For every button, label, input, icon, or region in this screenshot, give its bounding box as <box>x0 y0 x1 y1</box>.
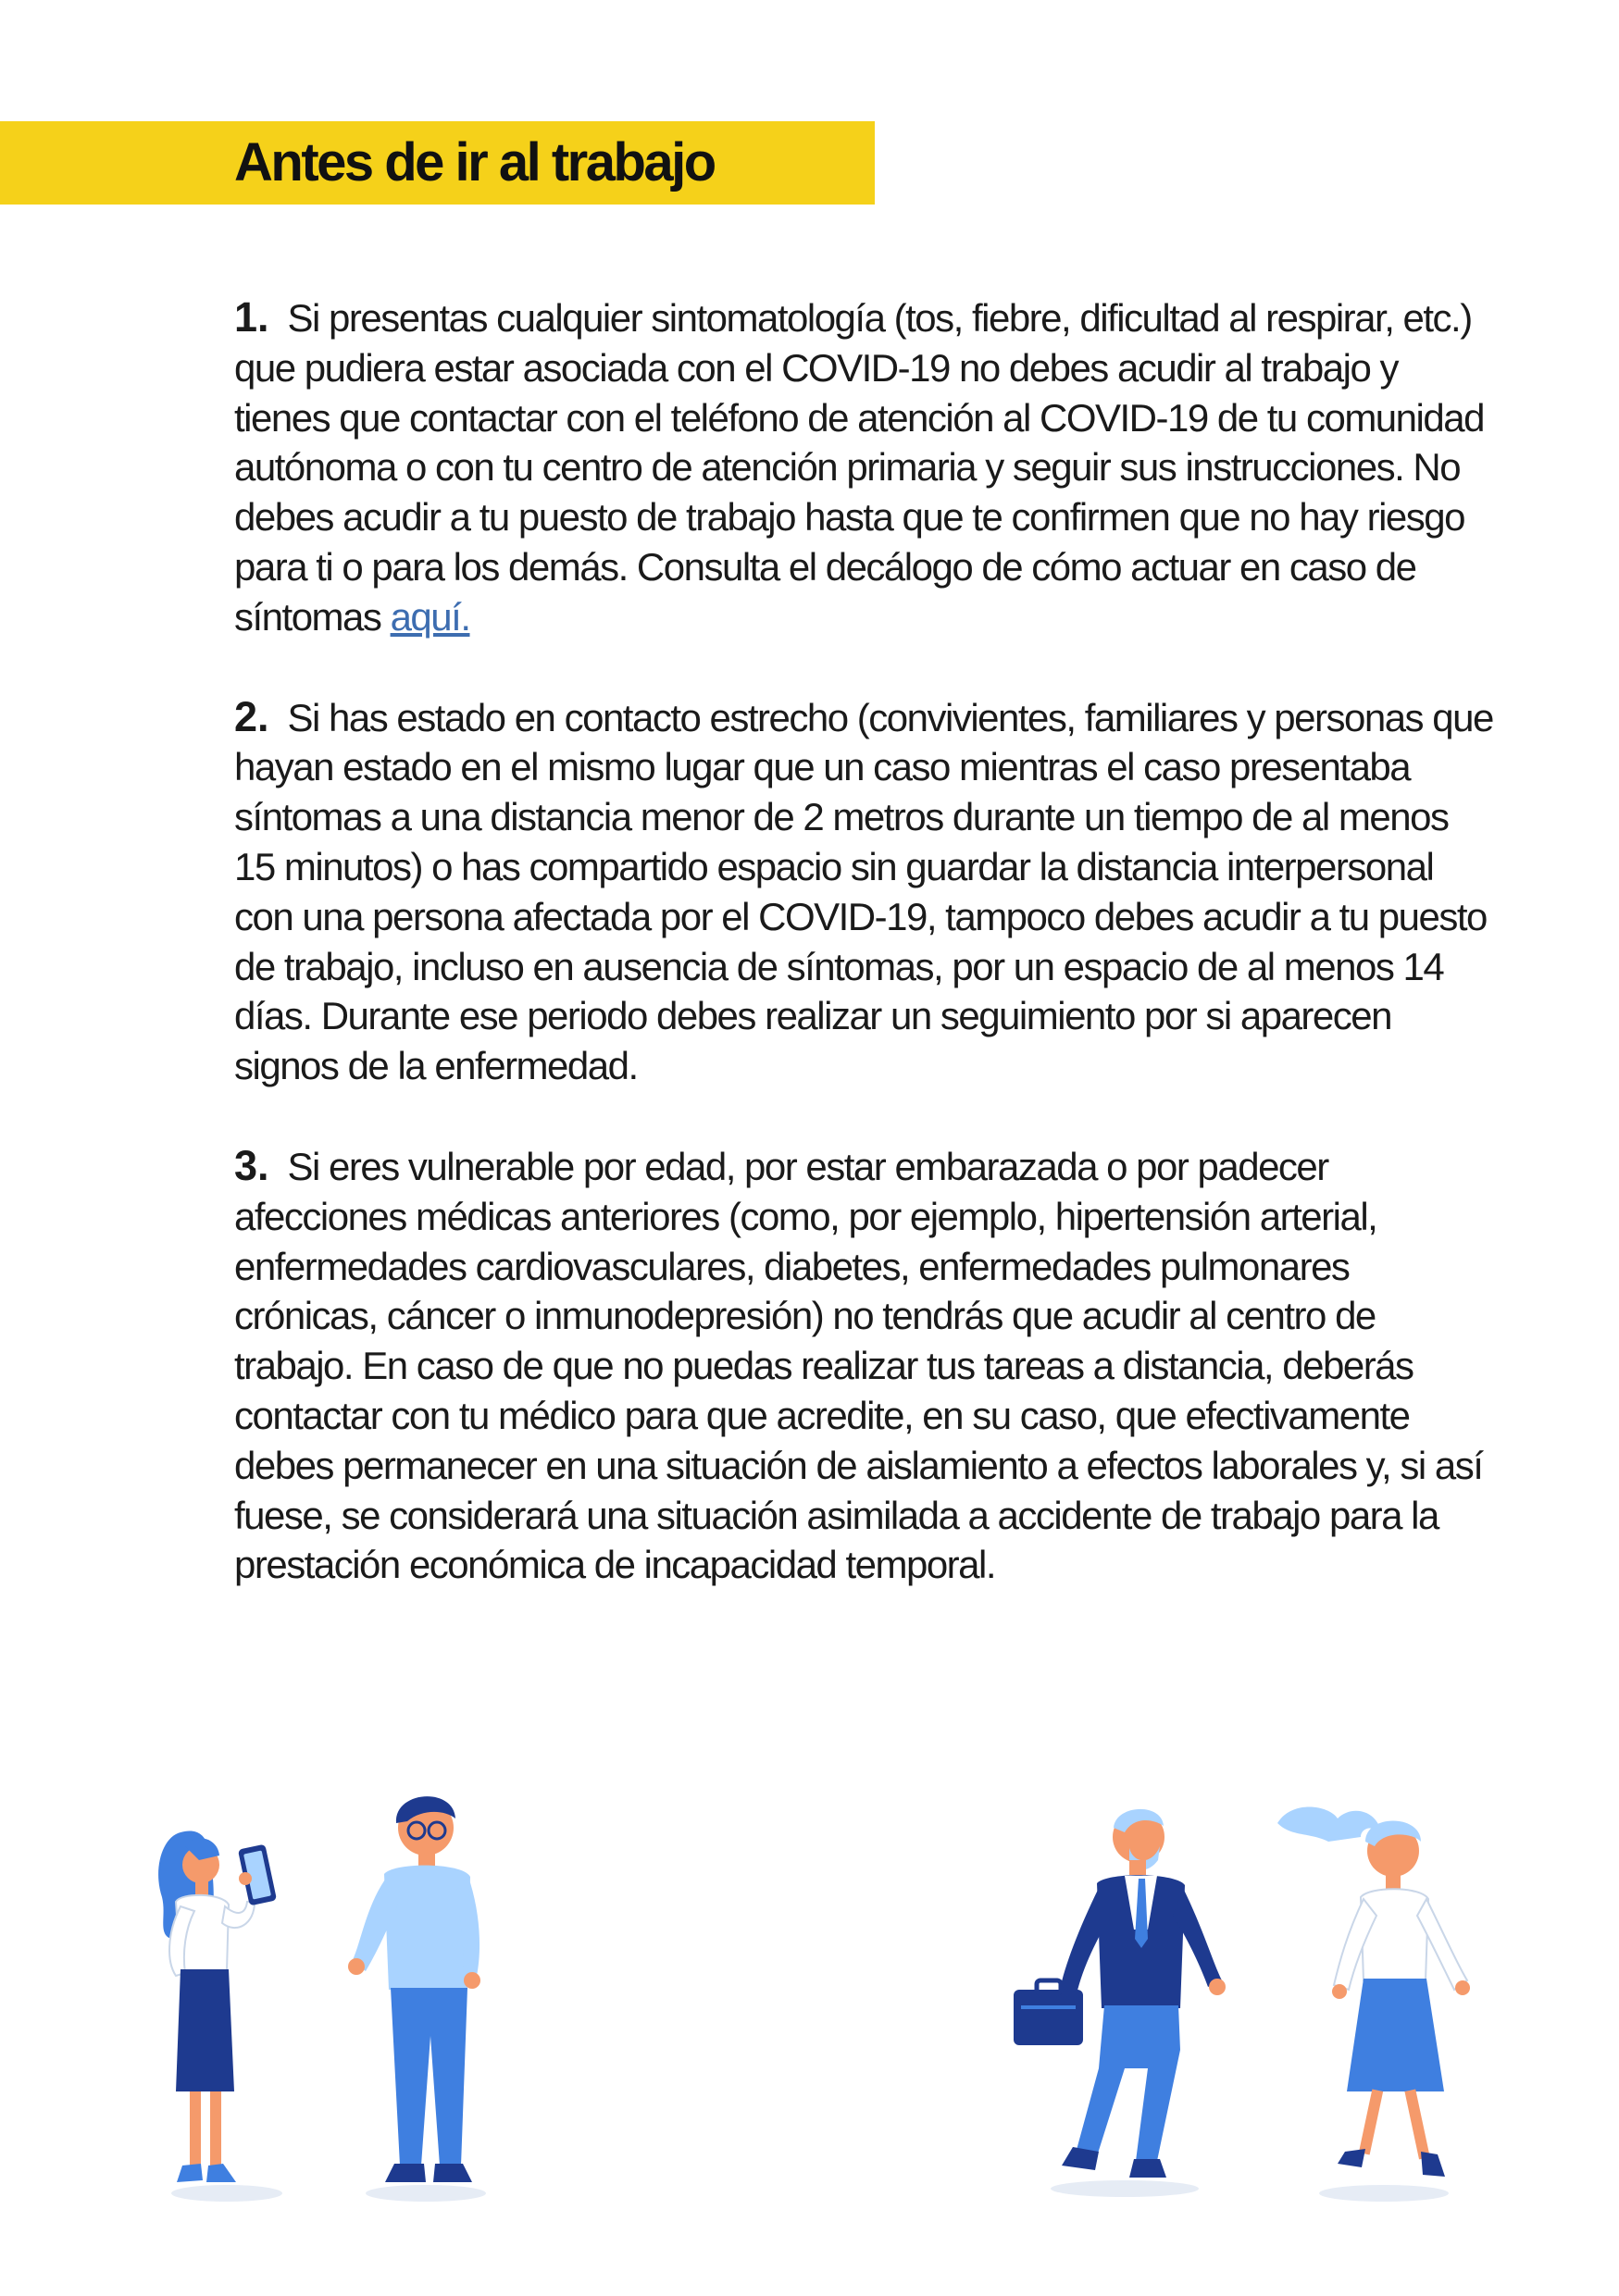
man-with-glasses-icon <box>333 1777 518 2203</box>
woman-walking-icon <box>1273 1795 1481 2203</box>
here-link[interactable]: aquí. <box>390 594 470 639</box>
item-number: 3. <box>234 1141 269 1189</box>
content <box>234 292 1493 1640</box>
title-banner <box>0 121 875 205</box>
item-text: Si presentas cualquier sintomatología (tos, fiebre, dificultad al respirar, etc.) que pudiera estar asociada con el COVID-19 no debes acudir al trabajo y tienes que contactar con el teléfono de atención al COVID-19 de tu comunidad autónoma o con tu centro de atención primaria y seguir sus instrucciones. No debes acudir a tu puesto de trabajo hasta que te confirmen que no hay riesgo para ti o para los demás. Consulta el decálogo de cómo actuar en caso de síntomas <box>234 296 1484 639</box>
item-text: Si has estado en contacto estrecho (convivientes, familiares y personas que hayan estado en el mismo lugar que un caso mientras el caso presentaba síntomas a una distancia menor de 2 metros durante un tiempo de al menos 15 minutos) o has compartido espacio sin guardar la distancia interpersonal con una persona afectada por el COVID-19, tampoco debes acudir a tu puesto de trabajo, incluso en ausencia de síntomas, por un espacio de al menos 14 días. Durante ese periodo debes realizar un seguimiento por si aparecen signos de la enfermedad. <box>234 695 1493 1088</box>
item-number: 1. <box>234 293 269 341</box>
businessman-with-briefcase-icon <box>995 1791 1245 2198</box>
list-item <box>234 292 1493 642</box>
item-text: Si eres vulnerable por edad, por estar embarazada o por padecer afecciones médicas anteriores (como, por ejemplo, hipertensión arterial, enfermedades cardiovasculares, diabetes, enfermedades pulmonares crónicas, cáncer o inmunodepresión) no tendrás que acudir al centro de trabajo. En caso de que no puedas realizar tus tareas a distancia, deberás contactar con tu médico para que acredite, en su caso, que efectivamente debes permanecer en una situación de aislamiento a efectos laborales y, si así fuese, se considerará una situación asimilada a accidente de trabajo para la prestación económica de incapacidad temporal. <box>234 1144 1483 1587</box>
item-number: 2. <box>234 692 269 740</box>
woman-with-tablet-icon <box>143 1814 310 2203</box>
page-title: Antes de ir al trabajo <box>234 132 715 192</box>
list-item <box>234 692 1493 1091</box>
list-item <box>234 1141 1493 1590</box>
